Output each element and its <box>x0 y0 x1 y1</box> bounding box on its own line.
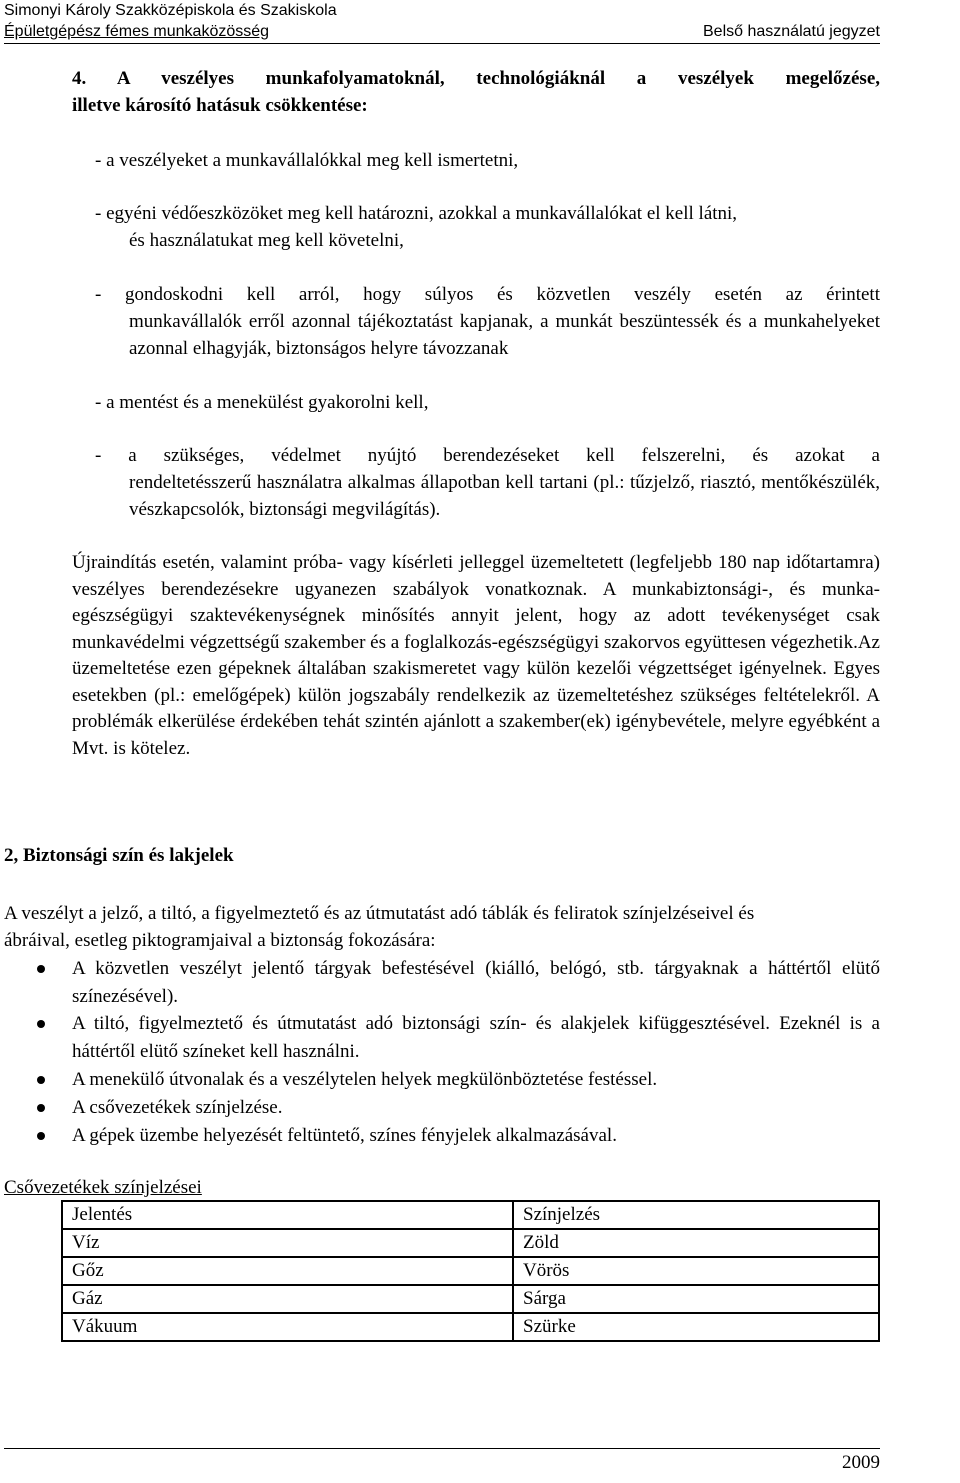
table-header-cell: Színjelzés <box>513 1201 879 1229</box>
list-item: A csővezetékek színjelzése. <box>72 1097 283 1118</box>
bullet-icon <box>37 1076 45 1084</box>
bullet-icon <box>37 965 45 973</box>
table-cell: Vákuum <box>62 1313 513 1341</box>
section4-title-line2: illetve károsító hatásuk csökkentése: <box>72 95 368 116</box>
bullet-icon <box>37 1132 45 1140</box>
list-item: A tiltó, figyelmeztető és útmutatást adó biztonsági szín- és alakjelek kifüggesztésével. Ezeknél is a háttértől elütő színeket kell használni. <box>72 1013 880 1062</box>
table-row <box>62 1229 879 1257</box>
section4-title-line1: 4. A veszélyes munkafolyamatoknál, technológiáknál a veszélyek megelőzése, <box>72 68 880 89</box>
table-cell: Sárga <box>513 1285 879 1313</box>
school-name: Simonyi Károly Szakközépiskola és Szakiskola <box>4 2 337 19</box>
list-item: - gondoskodni kell arról, hogy súlyos és közvetlen veszély esetén az érintett <box>95 284 880 305</box>
table-cell: Víz <box>62 1229 513 1257</box>
table-cell: Zöld <box>513 1229 879 1257</box>
list-item: - a veszélyeket a munkavállalókkal meg kell ismertetni, <box>95 150 519 171</box>
footer-divider <box>4 1448 880 1449</box>
table-cell: Vörös <box>513 1257 879 1285</box>
bullet-icon <box>37 1104 45 1112</box>
list-item-continuation: rendeltetésszerű használatra alkalmas állapotban kell tartani (pl.: tűzjelző, riasztó, mentőkészülék, vészkapcsolók, biztonsági megvilágítás). <box>129 472 880 520</box>
department-name: Épületgépész fémes munkaközösség <box>4 23 270 40</box>
bullet-icon <box>37 1020 45 1028</box>
footer-year: 2009 <box>842 1452 880 1473</box>
list-item: A menekülő útvonalak és a veszélytelen helyek megkülönböztetése festéssel. <box>72 1069 658 1090</box>
list-item: - a mentést és a menekülést gyakorolni kell, <box>95 392 429 413</box>
header-divider <box>4 43 880 44</box>
pipe-table-caption: Csővezetékek színjelzései <box>4 1177 202 1198</box>
table-header-row <box>62 1201 879 1229</box>
table-row <box>62 1257 879 1285</box>
list-item: A közvetlen veszélyt jelentő tárgyak befestésével (kiálló, belógó, stb. tárgyaknak a háttértől elütő színezésével). <box>72 958 880 1007</box>
list-item: - egyéni védőeszközöket meg kell határozni, azokkal a munkavállalókat el kell látni, <box>95 203 738 224</box>
table-row <box>62 1313 879 1341</box>
list-item: - a szükséges, védelmet nyújtó berendezéseket kell felszerelni, és azokat a <box>95 445 880 466</box>
restart-paragraph: Újraindítás esetén, valamint próba- vagy kísérleti jelleggel üzemeltetett (legfeljebb 180 nap időtartamra) veszélyes berendezésekre ugyanezen szabályok vonatkoznak. A munkabiztonsági-, és munka-egészségügyi szaktevékenységnek minősítés annyit jelent, hogy az adott tevékenységet csak munkavédelmi végzettségű szakember és a foglalkozás-egészségügyi szakorvos együttesen végezhetik.Az üzemeltetése ezen gépeknek általában szakismeretet vagy külön kezelői végzettséget igényelnek. Egyes esetekben (pl.: emelőgépek) külön jogszabály rendelkezik az üzemeltetéshez szükséges feltételekről. A problémák elkerülése érdekében tehát szintén ajánlott a szakember(ek) igénybevétele, melyre egyébként a Mvt. is kötelez. <box>72 552 880 759</box>
pipe-color-table <box>61 1200 880 1342</box>
section2-intro: A veszélyt a jelző, a tiltó, a figyelmeztető és az útmutatást adó táblák és feliratok színjelzéseivel és ábráival, esetleg piktogramjaival a biztonság fokozására: <box>4 903 755 951</box>
list-item-continuation: és használatukat meg kell követelni, <box>129 230 404 251</box>
header-note: Belső használatú jegyzet <box>703 23 880 40</box>
table-row <box>62 1285 879 1313</box>
table-cell: Szürke <box>513 1313 879 1341</box>
section2-title: 2, Biztonsági szín és lakjelek <box>4 845 234 866</box>
table-header-cell: Jelentés <box>62 1201 513 1229</box>
list-item-continuation: munkavállalók erről azonnal tájékoztatást kapjanak, a munkát beszüntessék és a munkahelyeket azonnal elhagyják, biztonságos helyre távozzanak <box>129 311 880 359</box>
table-cell: Gáz <box>62 1285 513 1313</box>
list-item: A gépek üzembe helyezését feltüntető, színes fényjelek alkalmazásával. <box>72 1125 617 1146</box>
table-cell: Gőz <box>62 1257 513 1285</box>
